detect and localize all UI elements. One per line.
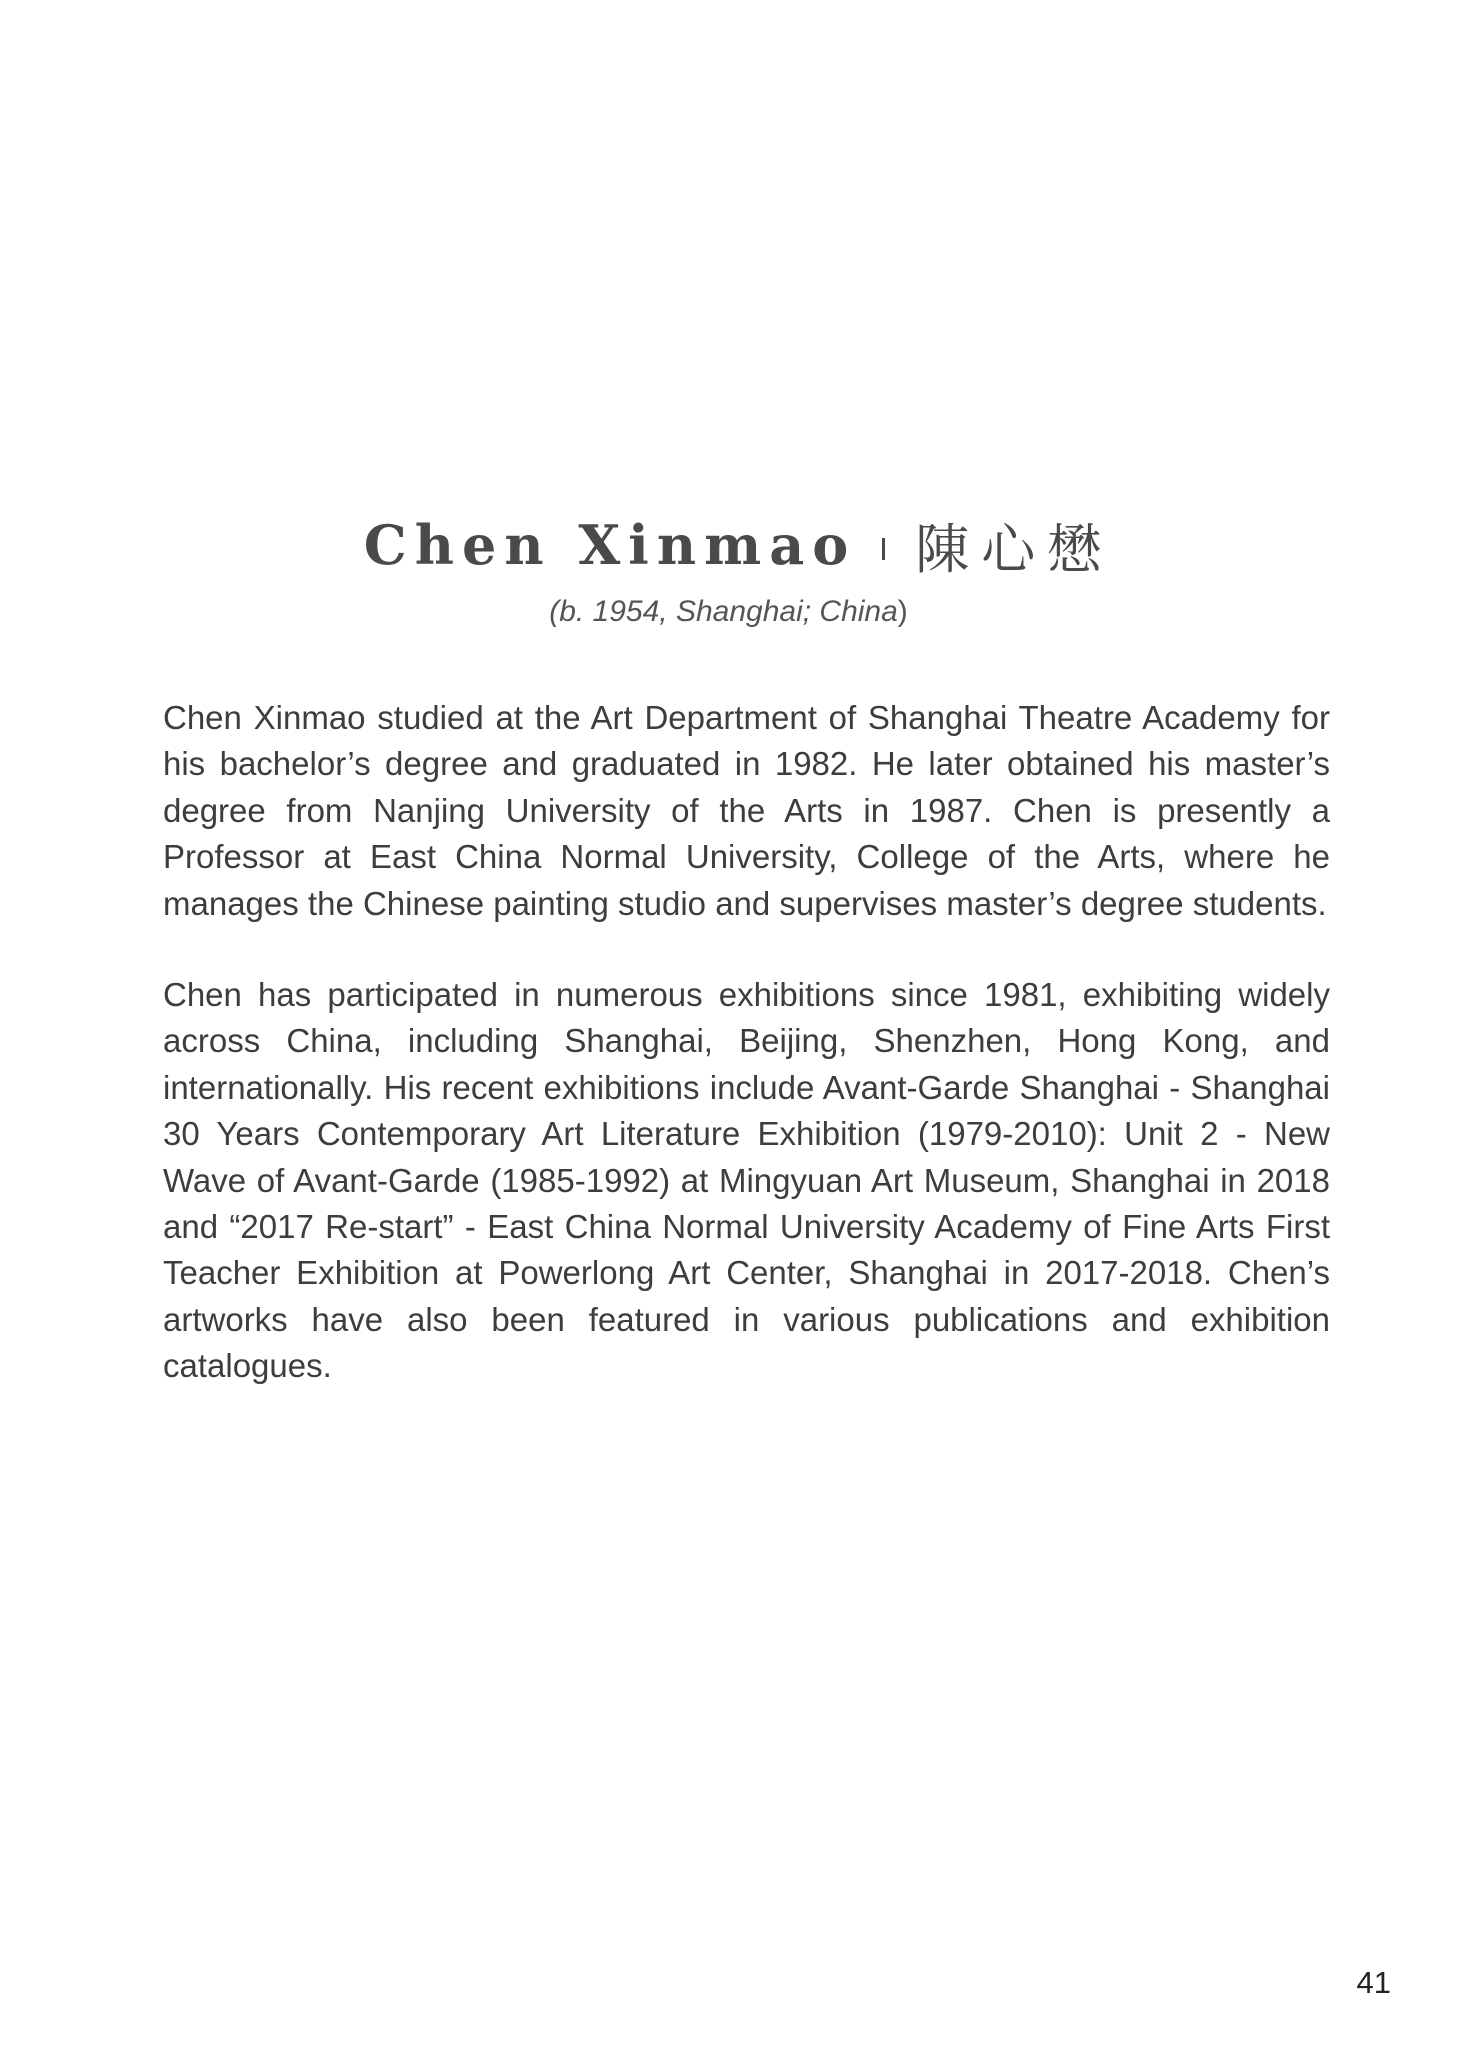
birth-info-close: ) bbox=[897, 595, 908, 628]
artist-birth-info bbox=[0, 595, 1457, 629]
artist-title bbox=[20, 505, 1457, 585]
biography bbox=[163, 695, 1330, 1435]
artist-header bbox=[0, 505, 1457, 629]
birth-info-text: (b. 1954, Shanghai; China bbox=[549, 595, 898, 628]
biography-paragraph-exhibitions: Chen has participated in numerous exhibitions since 1981, exhibiting widely across China, including Shanghai, Beijing, Shenzhen, Hong Kong, and internationally. His recent exhibitions include Avant-Garde Shanghai - Shanghai 30 Years Contemporary Art Literature Exhibition (1979-2010): Unit 2 - New Wave of Avant-Garde (1985-1992) at Mingyuan Art Museum, Shanghai in 2018 and “2017 Re-start” - East China Normal University Academy of Fine Arts First Teacher Exhibition at Powerlong Art Center, Shanghai in 2017-2018. Chen’s artworks have also been featured in various publications and exhibition catalogues. bbox=[163, 976, 1330, 1385]
biography-paragraph-education: Chen Xinmao studied at the Art Department of Shanghai Theatre Academy for his bachelor’s degree and graduated in 1982. He later obtained his master’s degree from Nanjing University of the Arts in 1987. Chen is presently a Professor at East China Normal University, College of the Arts, where he manages the Chinese painting studio and supervises master’s degree students. bbox=[163, 699, 1330, 922]
title-divider bbox=[882, 538, 885, 560]
artist-name-english: Chen Xinmao bbox=[363, 513, 857, 577]
page-number: 41 bbox=[1356, 1965, 1391, 2000]
artist-name-chinese: 陳心懋 bbox=[915, 517, 1114, 581]
